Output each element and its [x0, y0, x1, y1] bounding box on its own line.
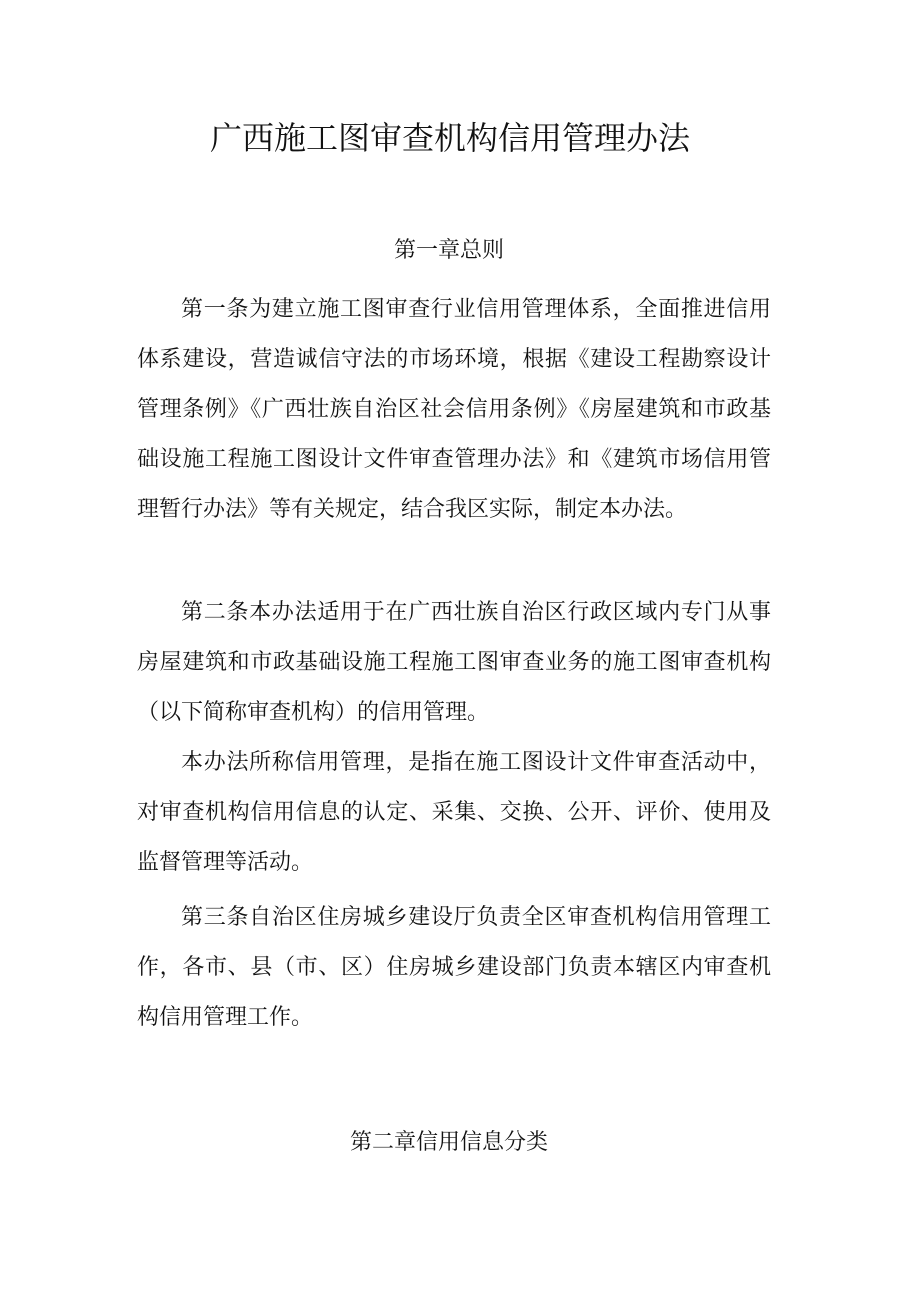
document-title: 广西施工图审查机构信用管理办法	[209, 119, 690, 157]
article-2-paragraph: 第二条本办法适用于在广西壮族自治区行政区域内专门从事房屋建筑和市政基础设施工程施工图审查业务的施工图审查机构（以下简称审查机构）的信用管理。	[137, 600, 771, 725]
chapter-heading-1: 第一章总则	[393, 238, 504, 263]
chapter-heading-2: 第二章信用信息分类	[349, 1130, 548, 1155]
article-1-paragraph: 第一条为建立施工图审查行业信用管理体系，全面推进信用体系建设，营造诚信守法的市场环境，根据《建设工程勘察设计管理条例》《广西壮族自治区社会信用条例》《房屋建筑和市政基础设施工程施工图设计文件审查管理办法》和《建筑市场信用管理暂行办法》等有关规定，结合我区实际，制定本办法。	[137, 297, 771, 522]
article-3-paragraph: 第三条自治区住房城乡建设厅负责全区审查机构信用管理工作，各市、县（市、区）住房城乡建设部门负责本辖区内审查机构信用管理工作。	[137, 905, 771, 1030]
article-2-note-paragraph: 本办法所称信用管理，是指在施工图设计文件审查活动中，对审查机构信用信息的认定、采集、交换、公开、评价、使用及监督管理等活动。	[137, 750, 771, 875]
